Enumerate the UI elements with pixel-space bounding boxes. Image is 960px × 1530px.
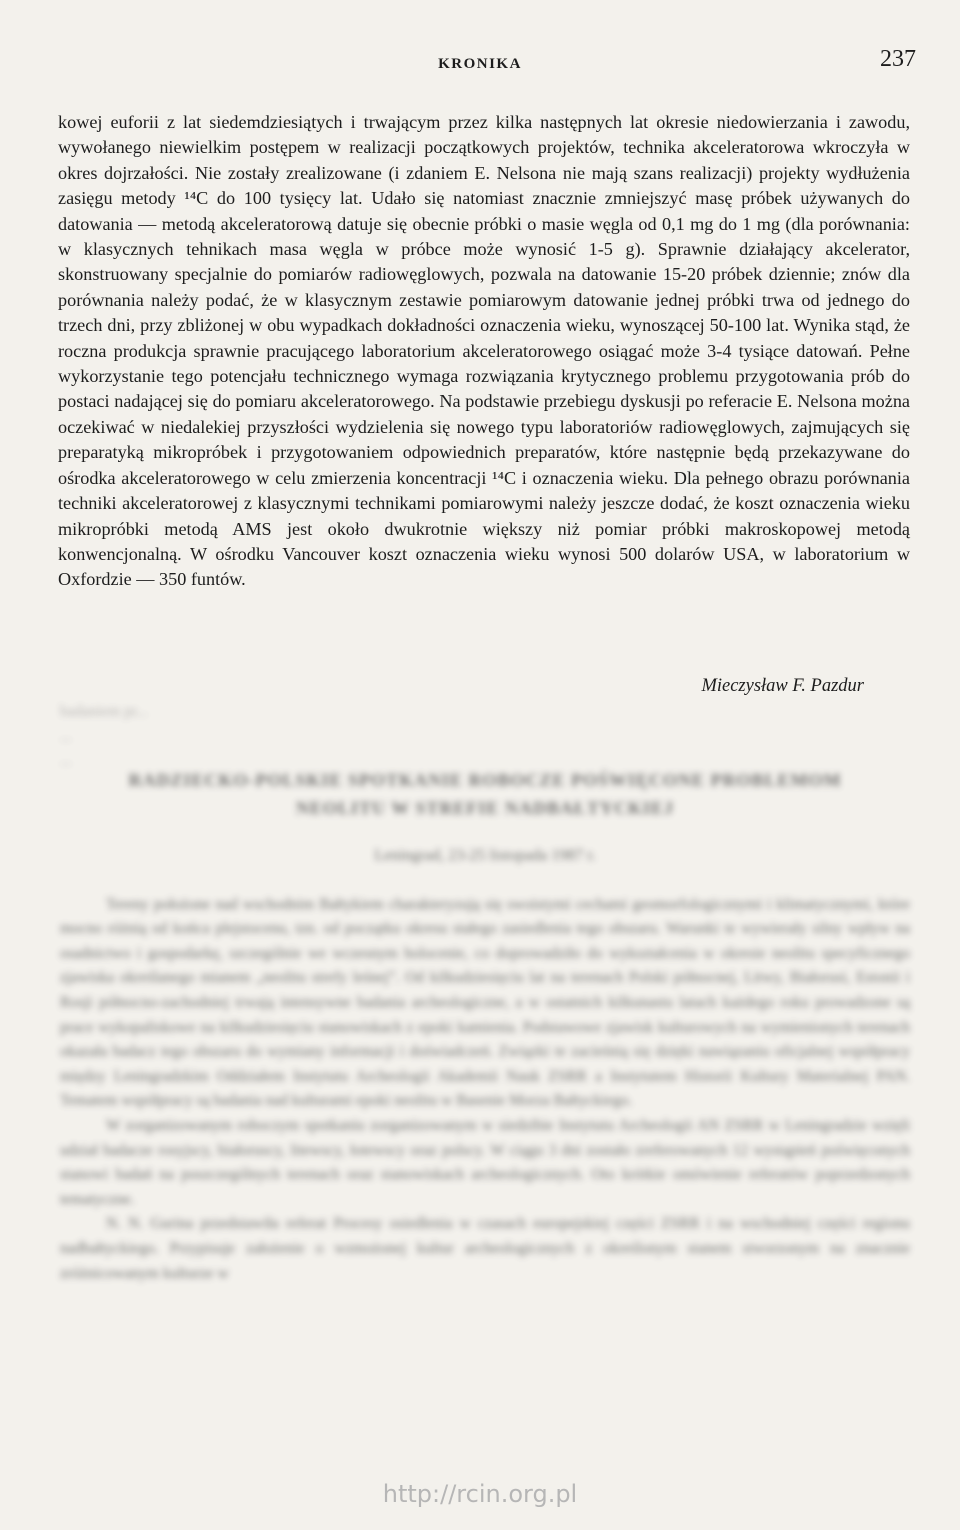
next-article-subtitle: Leningrad, 23-25 listopada 1987 r. — [374, 847, 596, 864]
next-article-paragraph: Tereny położone nad wschodnim Bałtykiem charakteryzują się swoistymi cechami geomorfologicznymi i klimatycznymi, które mocno różnią od końca plejstocenu, tzn. od początku okresu stałego zasiedlenia tego obszaru. Warunki te wywierały silny wpływ na osadnictwo i gospodarkę, szczególnie we wczesnym holocenie, co doprowadziło do wykształcenia w okresie neolitu specyficznego zjawiska określanego mianem „neolitu strefy leśnej”. Od kilkudziesięciu lat na terenach Polski północnej, Litwy, Białorusi, Estonii i Rosji północno-zachodniej trwają intensywne badania archeologiczne, a w ostatnich kilkunastu latach każdego roku prowadzone są prace wykopaliskowe na kilkudziesięciu stanowiskach z epoki kamienia. Podstawowe zjawisk kulturowych na wymienionych terenach okazała badacz tego obszaru do wymiany informacji i doświadczeń. Związki te zacieśnią się dzięki nawiązaniu oficjalnej współpracy między Leningradzkim Oddziałem Instytutu Archeologii Akademii Nauk ZSRR a Instytutem Historii Kultury Materialnej PAN. Tematem współpracy są badania nad kulturami epoki neolitu w Basenie Morza Bałtyckiego. — [60, 895, 910, 1110]
next-article-paragraph: N. N. Gurina przedstawiła referat Procesy osiedlenia w czasach europejskiej części ZSRR i na wschodniej części regionu nadbałtyckiego. Przypisuje założenie o wzmożonej kultur archeologicznych z określonym stanem stworzonym na znacznie zróżnicowanym kulturze w — [60, 1215, 910, 1282]
faint-line: badaniem pr... — [60, 703, 148, 720]
author-signature: Mieczysław F. Pazdur — [701, 676, 864, 696]
next-article-title: RADZIECKO-POLSKIE SPOTKANIE ROBOCZE POŚWIĘCONE PROBLEMOM NEOLITU W STREFIE NADBAŁTYCKIEJ — [128, 770, 842, 818]
running-header: KRONIKA — [438, 56, 522, 72]
bleed-through-text — [60, 700, 910, 770]
next-article-paragraph: W zorganizowanym roboczym spotkaniu zorganizowanym w siedzibie Instytutu Archeologii AN ZSRR w Leningradzie wzięli udział badacze rosyjscy, białoruscy, litewscy, łotewscy oraz polscy. W ciągu 3 dni zostało zreferowanych 12 wystąpień poświęconych stanowi badań na poszczególnych terenach oraz stanowiskach archeologicznych. Oto krótkie omówienie referatów poprzedzonych tematyczne. — [60, 1116, 910, 1208]
body-paragraph: kowej euforii z lat siedemdziesiątych i trwającym przez kilka następnych lat okresie niedowierzania i zawodu, wywołanego niewielkim postępem w realizacji początkowych projektów, technika akceleratorowa wkroczyła w okres dojrzałości. Nie zostały zrealizowane (i zdaniem E. Nelsona nie mają szans realizacji) projekty wydłużenia zasięgu metody ¹⁴C do 100 tysięcy lat. Udało się natomiast znacznie zmniejszyć masę próbek używanych do datowania — metodą akceleratorową datuje się obecnie próbki o masie węgla od 0,1 mg do 1 mg (dla porównania: w klasycznych tehnikach masa węgla w próbce może wynosić 1-5 g). Sprawnie działający akcelerator, skonstruowany specjalnie do pomiarów radiowęglowych, pozwala na datowanie 15-20 próbek dziennie; znów dla porównania należy podać, że w klasycznym zestawie pomiarowym datowanie jednej próbki trwa od jednego do trzech dni, przy zbliżonej w obu wypadkach dokładności oznaczenia wieku, wynoszącej 50-100 lat. Wynika stąd, że roczna produkcja sprawnie pracującego laboratorium akceleratorowego osiągać może 3-4 tysiące datowań. Pełne wykorzystanie tego potencjału technicznego wymaga rozwiązania krytycznego problemu przygotowania prób do postaci nadającej się do pomiaru akceleratorowego. Na podstawie przebiegu dyskusji po referacie E. Nelsona można oczekiwać w niedalekiej przyszłości wydzielenia się nowego typu laboratoriów radiowęglowych, zajmujących się preparatyką mikropróbek i przygotowaniem odpowiednich preparatów, które następnie będą przekazywane do ośrodka akceleratorowego w celu zmierzenia koncentracji ¹⁴C i oznaczenia wieku. Dla pełnego obrazu porównania techniki akceleratorowej z klasycznymi technikami pomiarowymi należy jeszcze dodać, że koszt oznaczenia wieku mikropróbki metodą AMS jest około dwukrotnie większy niż pomiar próbki makroskopowej metodą konwencjonalną. W ośrodku Vancouver koszt oznaczenia wieku wynosi 500 dolarów USA, w laboratorium w Oxfordzie — 350 funtów. — [58, 112, 910, 590]
faint-line: ... — [60, 752, 72, 770]
blurred-next-article — [60, 700, 910, 1286]
faint-line: ... — [60, 727, 72, 745]
article-body — [58, 110, 910, 593]
source-watermark: http://rcin.org.pl — [382, 1480, 578, 1508]
page-number: 237 — [880, 46, 916, 72]
